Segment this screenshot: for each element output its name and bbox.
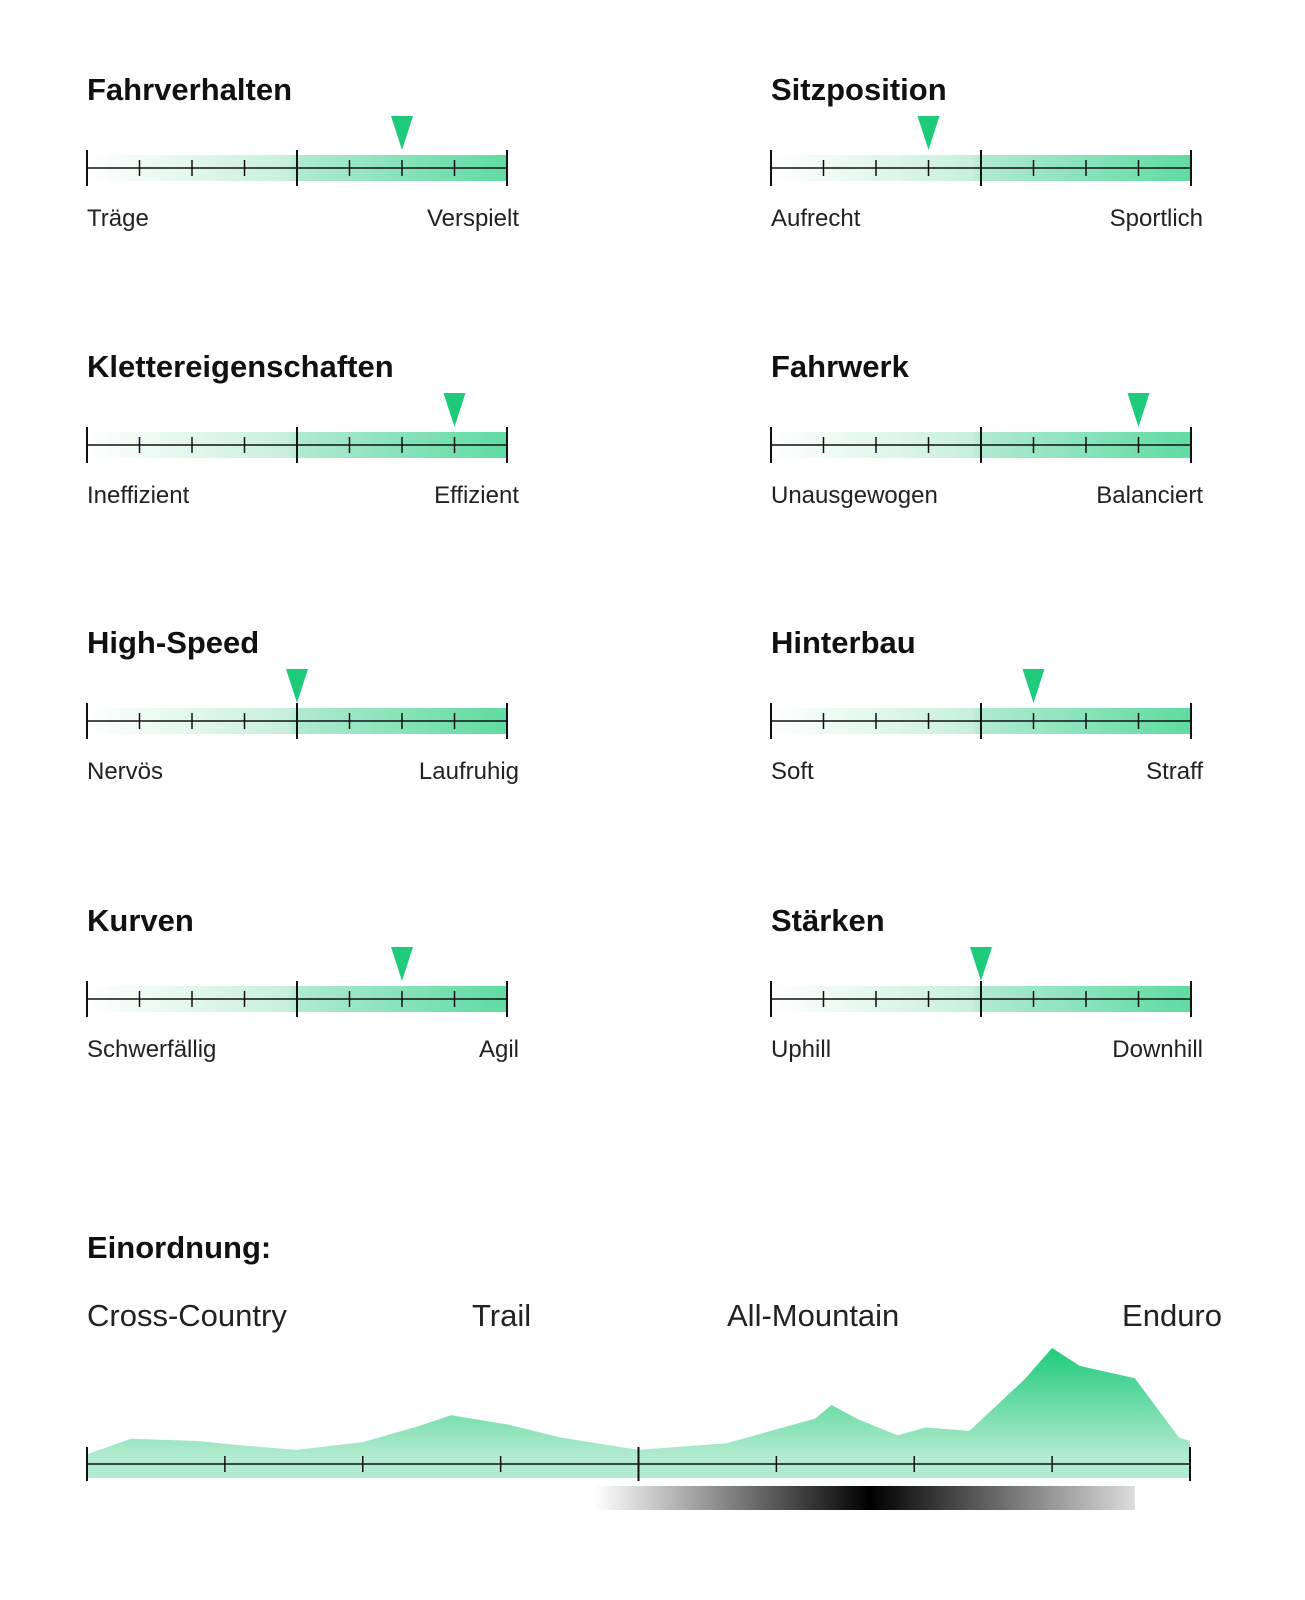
scale-marker [286, 669, 308, 703]
scale-bar [771, 389, 1203, 489]
scale-high-speed [87, 625, 519, 800]
scale-marker [1128, 393, 1150, 427]
scale-left-label: Aufrecht [771, 205, 861, 232]
overview-chart [87, 1230, 1222, 1560]
scale-title: Fahrwerk [771, 349, 909, 384]
scale-right-label: Downhill [1112, 1036, 1203, 1063]
scale-right-label: Effizient [434, 482, 519, 509]
category-enduro: Enduro [1122, 1298, 1222, 1333]
scale-title: Sitzposition [771, 72, 947, 107]
scale-bar [87, 389, 519, 489]
scale-right-label: Sportlich [1109, 205, 1203, 232]
scale-klettereigenschaften [87, 349, 519, 524]
scale-kurven [87, 903, 519, 1078]
scale-fahrwerk [771, 349, 1203, 524]
scale-bar [87, 943, 519, 1043]
scale-hinterbau [771, 625, 1203, 800]
overview-area [87, 1348, 1190, 1460]
scale-left-label: Unausgewogen [771, 482, 938, 509]
scale-title: Stärken [771, 903, 885, 938]
overview-title: Einordnung: [87, 1230, 272, 1265]
scale-marker [391, 947, 413, 981]
scale-right-label: Agil [478, 1036, 519, 1063]
scale-title: Fahrverhalten [87, 72, 293, 107]
scale-left-label: Nervös [87, 758, 164, 785]
scale-bar [771, 665, 1203, 765]
scale-left-label: Träge [87, 205, 149, 232]
scale-title: Klettereigenschaften [87, 349, 394, 384]
scale-title: Hinterbau [771, 625, 916, 660]
scale-title: High-Speed [87, 625, 260, 660]
scale-marker [391, 116, 413, 150]
scale-marker [444, 393, 466, 427]
scale-left-label: Ineffizient [87, 482, 190, 509]
scale-sitzposition [771, 72, 1203, 247]
category-all-mountain: All-Mountain [727, 1298, 900, 1333]
scale-marker [918, 116, 940, 150]
scale-bar [771, 943, 1203, 1043]
scale-bar [87, 112, 519, 212]
scale-right-label: Straff [1146, 758, 1203, 785]
scale-bar [771, 112, 1203, 212]
overview-highlight-bar [594, 1486, 1134, 1510]
category-trail: Trail [472, 1298, 532, 1333]
scale-marker [970, 947, 992, 981]
scale-right-label: Balanciert [1096, 482, 1203, 509]
scale-right-label: Laufruhig [418, 758, 519, 785]
scale-fahrverhalten [87, 72, 519, 247]
scale-left-label: Schwerfällig [87, 1036, 217, 1063]
overview-section [87, 1230, 1222, 1560]
scale-left-label: Soft [771, 758, 814, 785]
scale-staerken [771, 903, 1203, 1078]
scale-marker [1023, 669, 1045, 703]
scale-right-label: Verspielt [426, 205, 519, 232]
scale-left-label: Uphill [771, 1036, 832, 1063]
scale-bar [87, 665, 519, 765]
scale-title: Kurven [87, 903, 194, 938]
category-cross-country: Cross-Country [87, 1298, 287, 1333]
